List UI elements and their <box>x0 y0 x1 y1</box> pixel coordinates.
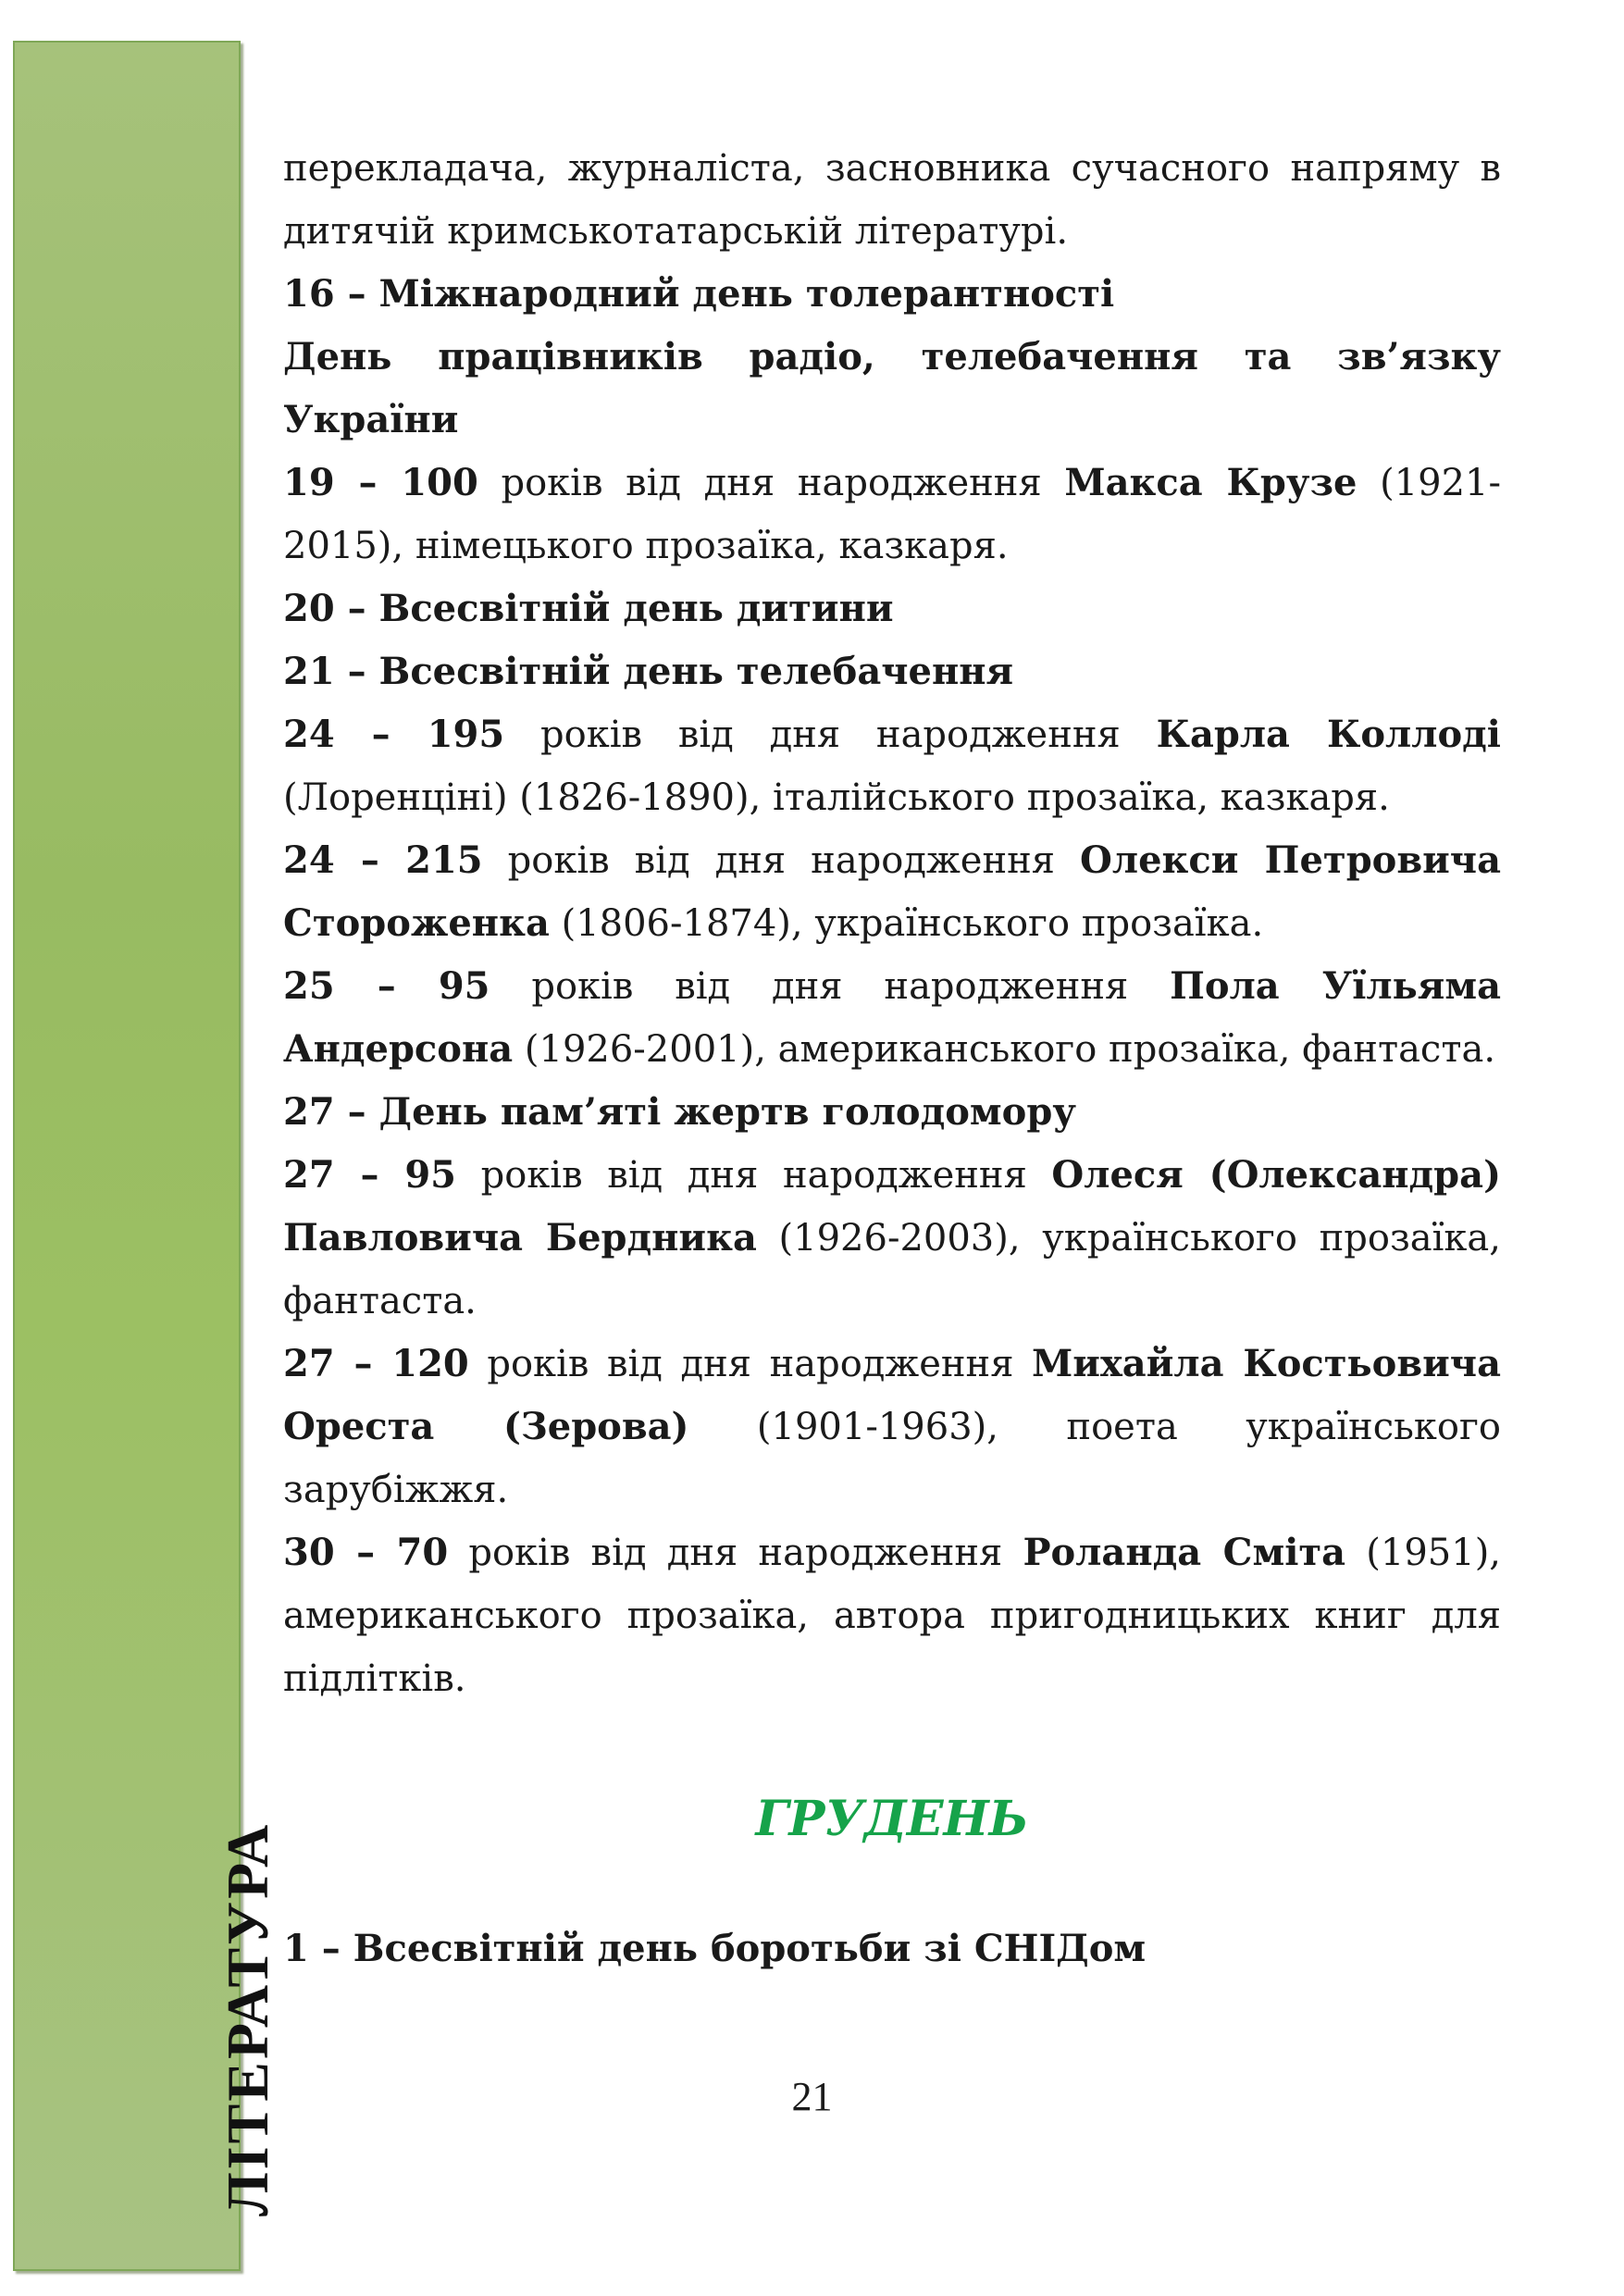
entry-name: Макса Крузе <box>1064 461 1357 504</box>
entry-name: Олекси Петровича Стороженка <box>283 838 1501 945</box>
entry-details: (1926-2001), американського прозаїка, фантаста. <box>513 1028 1496 1071</box>
entry-text: років від дня народження <box>482 839 1081 882</box>
month-heading: ГРУДЕНЬ <box>755 1791 1029 1847</box>
page-content <box>283 137 1501 1980</box>
entry-date: 1 – Всесвітній день боротьби зі СНІДом <box>283 1927 1147 1970</box>
calendar-entry <box>283 955 1501 1081</box>
entry-text: років від дня народження <box>448 1532 1023 1574</box>
calendar-entry <box>283 703 1501 829</box>
entry-text: років від дня народження <box>504 714 1157 756</box>
entry-date: 21 – Всесвітній день телебачення <box>283 650 1014 693</box>
entry-text: перекладача, журналіста, засновника сучасного напряму в дитячій кримськотатарській літературі. <box>283 147 1501 253</box>
entry-text: років від дня народження <box>490 965 1171 1008</box>
sidebar-band <box>13 41 241 2271</box>
entry-details: (1901-1963), поета українського зарубіжжя. <box>283 1406 1501 1511</box>
entry-date: 16 – Міжнародний день толерантності <box>283 272 1115 316</box>
entry-text: років від дня народження <box>456 1154 1052 1197</box>
calendar-entry <box>283 1917 1501 1980</box>
calendar-entry <box>283 829 1501 955</box>
calendar-entry <box>283 1333 1501 1521</box>
entries-november <box>283 137 1501 1710</box>
entry-details: (1921-2015), німецького прозаїка, казкаря. <box>283 462 1502 567</box>
entry-date: 27 – 95 <box>283 1153 456 1197</box>
page-number: 21 <box>791 2074 833 2119</box>
entry-name: Михайла Костьовича Ореста (Зерова) <box>283 1342 1502 1448</box>
entry-name: Роланда Сміта <box>1023 1531 1346 1574</box>
entry-date: 27 – 120 <box>283 1342 469 1385</box>
entry-details: (1806-1874), українського прозаїка. <box>549 902 1264 945</box>
calendar-entry <box>283 1144 1501 1333</box>
entry-text: років від дня народження <box>468 1343 1033 1385</box>
calendar-entry <box>283 1081 1501 1144</box>
calendar-entry <box>283 640 1501 703</box>
entry-date: День працівників радіо, телебачення та зв’язку України <box>283 335 1501 441</box>
entries-december <box>283 1917 1501 1980</box>
entry-name: Пола Уїльяма Андерсона <box>283 964 1501 1071</box>
entry-text: років від дня народження <box>477 462 1065 504</box>
calendar-entry <box>283 137 1501 263</box>
calendar-entry <box>283 263 1501 326</box>
entry-name: Карла Коллоді <box>1156 713 1502 756</box>
entry-date: 24 – 215 <box>283 838 483 882</box>
entry-details: (1926-2003), українського прозаїка, фантаста. <box>283 1217 1501 1322</box>
entry-date: 24 – 195 <box>283 713 505 756</box>
entry-details: (1951), американського прозаїка, автора пригодницьких книг для підлітків. <box>283 1532 1502 1700</box>
calendar-entry <box>283 326 1501 452</box>
calendar-entry <box>283 452 1501 577</box>
entry-date: 19 – 100 <box>283 461 478 504</box>
sidebar-title: ЛІТЕРАТУРА <box>215 1821 280 2216</box>
entry-date: 30 – 70 <box>283 1531 449 1574</box>
calendar-entry <box>283 577 1501 640</box>
entry-name: Олеся (Олександра) Павловича Бердника <box>283 1153 1501 1260</box>
entry-date: 20 – Всесвітній день дитини <box>283 587 894 630</box>
entry-date: 25 – 95 <box>283 964 490 1008</box>
entry-details: (Лоренціні) (1826-1890), італійського прозаїка, казкаря. <box>283 776 1390 819</box>
calendar-entry <box>283 1521 1501 1710</box>
entry-date: 27 – День пам’яті жертв голодомору <box>283 1090 1076 1134</box>
